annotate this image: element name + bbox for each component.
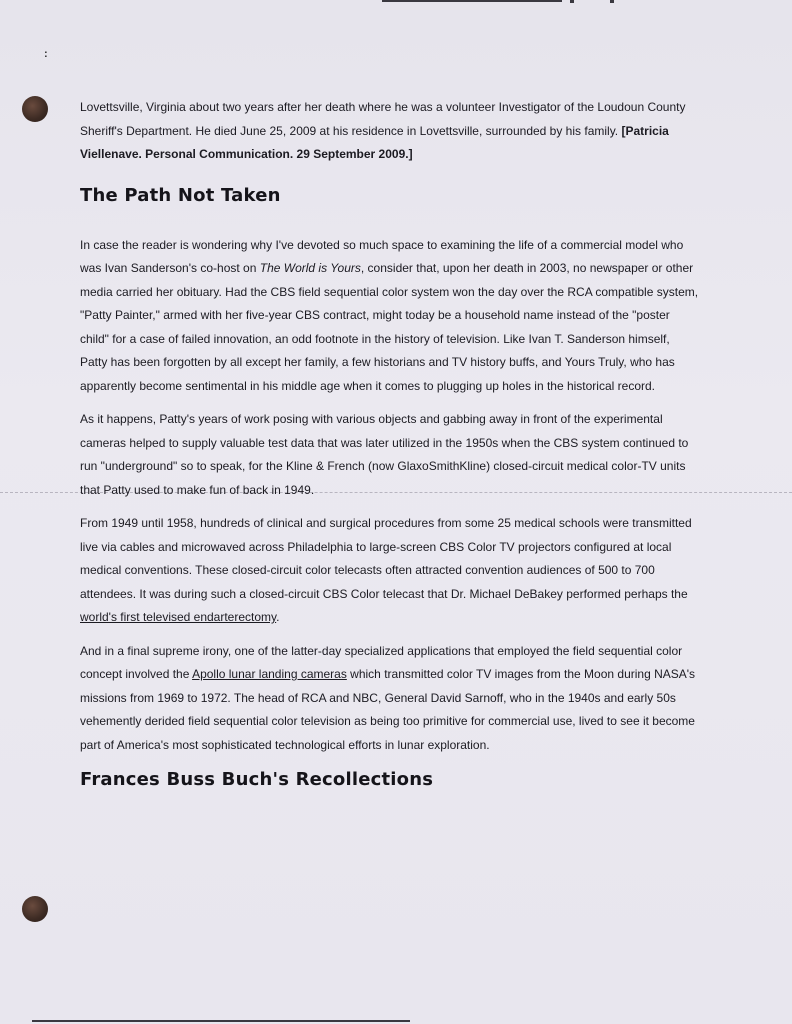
top-edge-rule xyxy=(382,0,562,2)
bottom-edge-rule xyxy=(32,1020,410,1022)
paragraph-1 xyxy=(80,234,700,399)
p1-text-b: , consider that, upon her death in 2003, no newspaper or other media carried her obituary. Had the CBS field sequential color system won the day over the RCA compatible system, "Patty Painter," armed with her five-year CBS contract, might today be a household name instead of the "poster child" for a case of failed innovation, an odd footnote in the history of television. Like Ivan T. Sanderson himself, Patty has been forgotten by all except her family, a few historians and TV history buffs, and Yours Truly, who has apparently become sentimental in his middle age when it comes to plugging up holes in the historical record. xyxy=(80,261,699,393)
punch-hole-top xyxy=(22,96,48,122)
citation: [Patricia Viellenave. Personal Communication. 29 September 2009.] xyxy=(80,123,669,161)
top-edge-mark xyxy=(570,0,574,3)
show-title-italic: The World is Yours xyxy=(259,261,361,275)
lead-text: Lovettsville, Virginia about two years after her death where he was a volunteer Investigator of the Loudoun County Sheriff's Department. He died June 25, 2009 at his residence in Lovettsville, surrounded by his family. xyxy=(80,100,686,138)
document-body xyxy=(80,96,700,790)
paragraph-4 xyxy=(80,640,700,758)
p3-text-b: . xyxy=(276,610,280,624)
top-edge-mark xyxy=(610,0,614,3)
p4-text-b: which transmitted color TV images from the Moon during NASA's missions from 1969 to 1972. The head of RCA and NBC, General David Sarnoff, who in the 1940s and early 50s vehemently derided field sequential color television as being too primitive for commercial use, lived to see it become part of America's most sophisticated technological efforts in lunar exploration. xyxy=(80,667,696,752)
section-heading-recollections: Frances Buss Buch's Recollections xyxy=(80,769,434,790)
punch-hole-bottom xyxy=(22,896,48,922)
apollo-cameras-link[interactable]: Apollo lunar landing cameras xyxy=(192,667,347,681)
paragraph-2: As it happens, Patty's years of work posing with various objects and gabbing away in front of the experimental cameras helped to supply valuable test data that was later utilized in the 1950s when the CBS system continued to run "underground" so to speak, for the Kline & French (now GlaxoSmithKline) closed-circuit medical color-TV units that Patty used to make fun of back in 1949. xyxy=(80,412,689,497)
p3-text-a: From 1949 until 1958, hundreds of clinical and surgical procedures from some 25 medical schools were transmitted live via cables and microwaved across Philadelphia to large-screen CBS Color TV projectors configured at local medical conventions. These closed-circuit color telecasts often attracted convention audiences of 500 to 700 attendees. It was during such a closed-circuit CBS Color telecast that Dr. Michael DeBakey performed perhaps the xyxy=(80,516,692,601)
stray-mark: : xyxy=(44,48,48,60)
p4-text-a: And in a final supreme irony, one of the latter-day specialized applications that employed the field sequential color concept involved the xyxy=(80,643,683,681)
section-heading-path-not-taken: The Path Not Taken xyxy=(80,184,281,206)
paragraph-3 xyxy=(80,512,700,630)
endarterectomy-link[interactable]: world's first televised endarterectomy xyxy=(80,610,277,624)
lead-paragraph xyxy=(80,96,700,167)
p1-text-a: In case the reader is wondering why I've devoted so much space to examining the life of a commercial model who was Ivan Sanderson's co-host on xyxy=(80,237,684,275)
